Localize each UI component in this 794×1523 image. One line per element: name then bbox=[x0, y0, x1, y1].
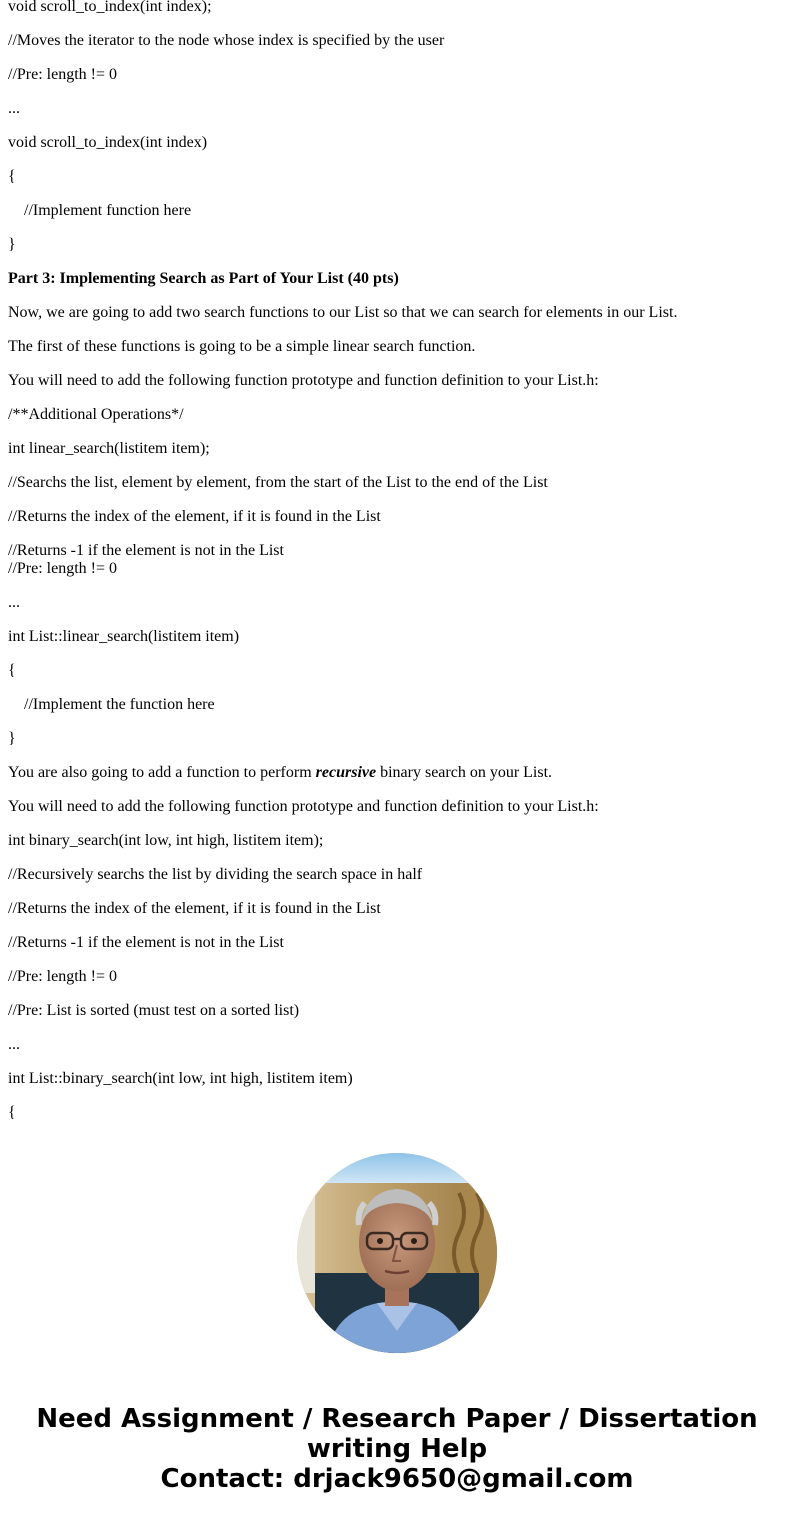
code-line: int binary_search(int low, int high, listitem item); bbox=[8, 832, 324, 849]
paragraph: Now, we are going to add two search functions to our List so that we can search for elements in our List. bbox=[8, 304, 678, 321]
code-comment: //Returns -1 if the element is not in the List bbox=[8, 542, 284, 559]
code-brace: } bbox=[8, 730, 16, 747]
promo-banner bbox=[0, 1404, 794, 1494]
code-line: int linear_search(listitem item); bbox=[8, 440, 210, 457]
ellipsis: ... bbox=[8, 100, 20, 117]
code-brace: } bbox=[8, 236, 16, 253]
code-comment: //Returns the index of the element, if it is found in the List bbox=[8, 508, 381, 525]
code-brace: { bbox=[8, 168, 16, 185]
code-brace: { bbox=[8, 662, 16, 679]
paragraph: You will need to add the following function prototype and function definition to your List.h: bbox=[8, 372, 599, 389]
paragraph: You will need to add the following function prototype and function definition to your List.h: bbox=[8, 798, 599, 815]
paragraph bbox=[8, 764, 786, 782]
code-line: int List::linear_search(listitem item) bbox=[8, 628, 240, 645]
code-line: void scroll_to_index(int index) bbox=[8, 134, 208, 151]
portrait-photo bbox=[297, 1153, 497, 1353]
contact-email: Contact: drjack9650@gmail.com bbox=[160, 1464, 634, 1494]
paragraph: The first of these functions is going to be a simple linear search function. bbox=[8, 338, 476, 355]
code-comment: //Pre: length != 0 bbox=[8, 66, 118, 83]
avatar bbox=[297, 1153, 497, 1353]
code-comment: //Pre: length != 0 bbox=[8, 560, 118, 577]
code-comment: //Moves the iterator to the node whose index is specified by the user bbox=[8, 32, 445, 49]
code-comment: //Pre: length != 0 bbox=[8, 968, 118, 985]
code-comment: //Implement the function here bbox=[24, 696, 215, 713]
code-comment: //Searchs the list, element by element, from the start of the List to the end of the List bbox=[8, 474, 548, 491]
document-body bbox=[8, 0, 786, 1138]
emphasis-recursive: recursive bbox=[315, 764, 377, 781]
code-comment: //Recursively searchs the list by dividing the search space in half bbox=[8, 866, 423, 883]
ellipsis: ... bbox=[8, 594, 20, 611]
code-line: int List::binary_search(int low, int high, listitem item) bbox=[8, 1070, 353, 1087]
promo-line: writing Help bbox=[306, 1434, 488, 1464]
promo-line: Need Assignment / Research Paper / Dissertation bbox=[36, 1404, 758, 1434]
text-run: You are also going to add a function to perform bbox=[8, 764, 316, 781]
code-comment: //Implement function here bbox=[24, 202, 192, 219]
code-comment: //Returns -1 if the element is not in the List bbox=[8, 934, 284, 951]
text-run: binary search on your List. bbox=[376, 764, 553, 781]
code-comment: //Pre: List is sorted (must test on a sorted list) bbox=[8, 1002, 300, 1019]
code-brace: { bbox=[8, 1104, 16, 1121]
code-comment: //Returns the index of the element, if it is found in the List bbox=[8, 900, 381, 917]
code-line: void scroll_to_index(int index); bbox=[8, 0, 212, 15]
section-heading: Part 3: Implementing Search as Part of Your List (40 pts) bbox=[8, 270, 399, 287]
code-comment: /**Additional Operations*/ bbox=[8, 406, 184, 423]
ellipsis: ... bbox=[8, 1036, 20, 1053]
